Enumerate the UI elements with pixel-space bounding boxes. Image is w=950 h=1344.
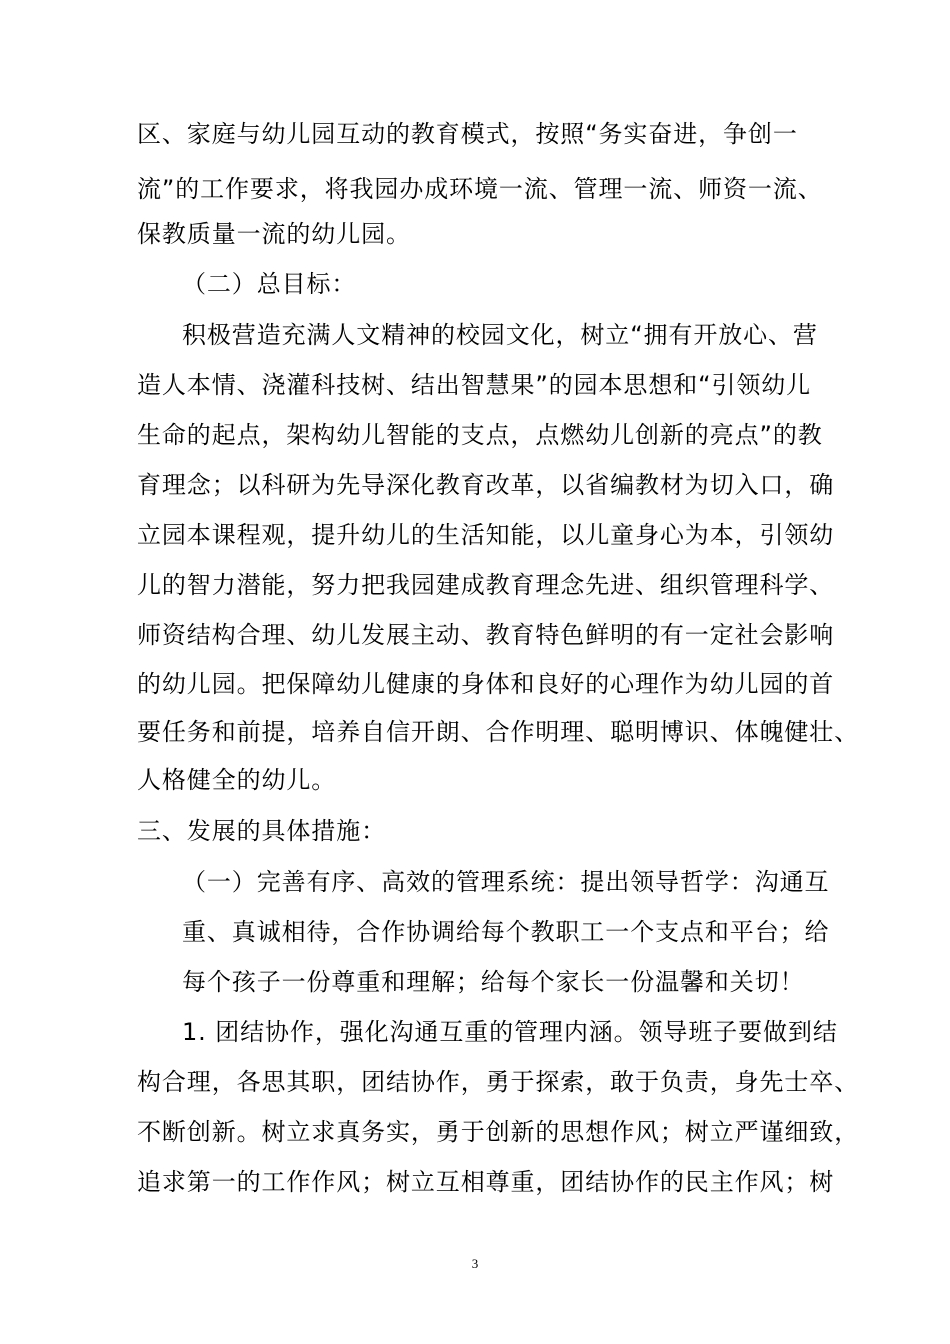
text-line: 1. 团结协作，强化沟通互重的管理内涵。领导班子要做到结 [182,1018,838,1046]
text-line: 造人本情、浇灌科技树、结出智慧果”的园本思想和“引领幼儿 [137,371,812,399]
text-line: 立园本课程观，提升幼儿的生活知能，以儿童身心为本，引领幼 [137,521,835,549]
section-heading: 三、发展的具体措施： [137,817,386,845]
text-line: 生命的起点，架构幼儿智能的支点，点燃幼儿创新的亮点”的教 [137,421,823,449]
text-line: 人格健全的幼儿。 [137,766,337,794]
text-line: （一）完善有序、高效的管理系统：提出领导哲学：沟通互 [182,868,830,896]
text-line: 追求第一的工作作风；树立互相尊重，团结协作的民主作风；树 [137,1168,835,1196]
text-line: 儿的智力潜能，努力把我园建成教育理念先进、组织管理科学、 [137,571,835,599]
text-line: 每个孩子一份尊重和理解；给每个家长一份温馨和关切！ [182,968,805,996]
text-line: 师资结构合理、幼儿发展主动、教育特色鲜明的有一定社会影响 [137,621,835,649]
text-line: 区、家庭与幼儿园互动的教育模式，按照“务实奋进，争创一 [137,120,798,148]
text-line: 要任务和前提，培养自信开朗、合作明理、聪明博识、体魄健壮、 [137,718,860,746]
text-line: 流”的工作要求，将我园办成环境一流、管理一流、师资一流、 [137,175,823,203]
text-line: 构合理，各思其职，团结协作，勇于探索，敢于负责，身先士卒、 [137,1068,860,1096]
text-line: 积极营造充满人文精神的校园文化，树立“拥有开放心、营 [182,321,818,349]
text-line: 的幼儿园。把保障幼儿健康的身体和良好的心理作为幼儿园的首 [137,670,835,698]
text-line: 重、真诚相待，合作协调给每个教职工一个支点和平台；给 [182,918,830,946]
text-line: 保教质量一流的幼儿园。 [137,220,411,248]
text-line: 育理念；以科研为先导深化教育改革，以省编教材为切入口，确 [137,471,835,499]
section-heading: （二）总目标： [182,270,357,298]
text-line: 不断创新。树立求真务实，勇于创新的思想作风；树立严谨细致， [137,1118,860,1146]
page-number: 3 [471,1256,479,1271]
